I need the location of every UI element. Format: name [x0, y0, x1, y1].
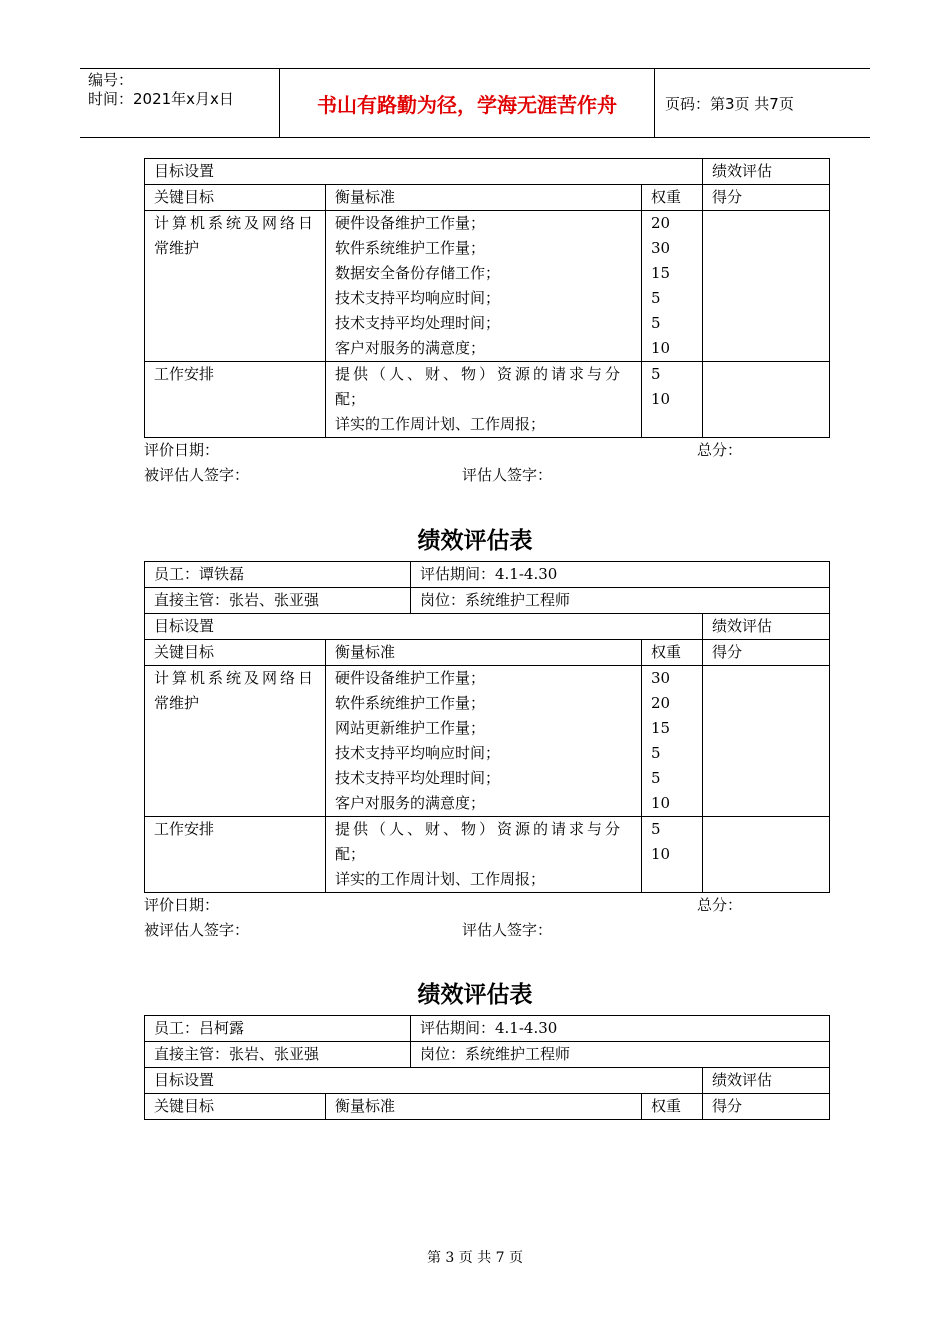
standard-item: 提供（人、财、物）资源的请求与分 — [335, 820, 624, 838]
standard-item: 软件系统维护工作量； — [335, 239, 486, 257]
score-header: 得分 — [703, 1094, 830, 1120]
standard-item: 配； — [335, 845, 366, 863]
score-cell — [703, 817, 830, 893]
table-row — [145, 817, 830, 893]
position-field: 岗位：系统维护工程师 — [411, 588, 830, 614]
weight-value: 5 — [651, 744, 661, 762]
form-title: 绩效评估表 — [417, 527, 533, 554]
key-goal-header: 关键目标 — [145, 1094, 326, 1120]
standard-header: 衡量标准 — [326, 1094, 642, 1120]
goal-setting-header: 目标设置 — [145, 1068, 703, 1094]
standard-item: 技术支持平均处理时间； — [335, 314, 501, 332]
evaluatee-sign-label: 被评估人签字： — [144, 466, 250, 484]
standard-cell — [326, 362, 642, 438]
weight-value: 5 — [651, 769, 661, 787]
standard-item: 技术支持平均处理时间； — [335, 769, 501, 787]
standard-item: 详实的工作周计划、工作周报； — [335, 415, 546, 433]
period-field: 评估期间：4.1-4.30 — [411, 562, 830, 588]
employee-field: 员工：谭铁磊 — [145, 562, 411, 588]
goal-text: 计算机系统及网络日 — [154, 669, 317, 687]
table-row — [145, 362, 830, 438]
eval-date-label: 评价日期： — [144, 441, 220, 459]
document-header — [80, 68, 870, 138]
key-goal-cell: 工作安排 — [145, 362, 326, 438]
key-goal-cell — [145, 666, 326, 817]
standard-item: 硬件设备维护工作量； — [335, 214, 486, 232]
standard-item: 提供（人、财、物）资源的请求与分 — [335, 365, 624, 383]
standard-item: 详实的工作周计划、工作周报； — [335, 870, 546, 888]
weight-header: 权重 — [642, 185, 703, 211]
header-page-label: 页码：第3页 共7页 — [665, 94, 794, 113]
standard-header: 衡量标准 — [326, 640, 642, 666]
position-field: 岗位：系统维护工程师 — [411, 1042, 830, 1068]
standard-item: 技术支持平均响应时间； — [335, 744, 501, 762]
perf-eval-header: 绩效评估 — [703, 1068, 830, 1094]
goal-text: 计算机系统及网络日 — [154, 214, 317, 232]
weight-value: 10 — [651, 390, 671, 408]
info-table-2 — [144, 561, 830, 614]
total-label: 总分： — [697, 896, 743, 914]
key-goal-header: 关键目标 — [145, 640, 326, 666]
weight-header: 权重 — [642, 640, 703, 666]
weight-cell — [642, 666, 703, 817]
goal-text: 常维护 — [154, 694, 200, 712]
standard-item: 硬件设备维护工作量； — [335, 669, 486, 687]
total-label: 总分： — [697, 441, 743, 459]
weight-value: 30 — [651, 239, 671, 257]
employee-field: 员工：吕柯露 — [145, 1016, 411, 1042]
score-header: 得分 — [703, 185, 830, 211]
eval-footer — [144, 893, 829, 943]
header-motto: 书山有路勤为径，学海无涯苦作舟 — [280, 69, 655, 137]
score-cell — [703, 362, 830, 438]
eval-table-2 — [144, 613, 830, 893]
score-cell — [703, 211, 830, 362]
standard-item: 技术支持平均响应时间； — [335, 289, 501, 307]
eval-block-3 — [144, 1015, 829, 1120]
standard-item: 客户对服务的满意度； — [335, 339, 486, 357]
weight-value: 20 — [651, 214, 671, 232]
period-field: 评估期间：4.1-4.30 — [411, 1016, 830, 1042]
standard-item: 数据安全备份存储工作； — [335, 264, 501, 282]
score-header: 得分 — [703, 640, 830, 666]
goal-setting-header: 目标设置 — [145, 159, 703, 185]
weight-value: 5 — [651, 820, 661, 838]
key-goal-cell — [145, 211, 326, 362]
weight-cell — [642, 362, 703, 438]
standard-cell — [326, 666, 642, 817]
evaluator-sign-label: 评估人签字： — [462, 921, 553, 939]
time-label: 时间：2021年x月x日 — [88, 90, 234, 108]
supervisor-field: 直接主管：张岩、张亚强 — [145, 588, 411, 614]
weight-value: 5 — [651, 289, 661, 307]
weight-value: 5 — [651, 314, 661, 332]
weight-value: 10 — [651, 339, 671, 357]
weight-cell — [642, 211, 703, 362]
eval-table-3 — [144, 1067, 830, 1120]
eval-table-1 — [144, 158, 830, 438]
standard-item: 客户对服务的满意度； — [335, 794, 486, 812]
weight-value: 10 — [651, 845, 671, 863]
evaluator-sign-label: 评估人签字： — [462, 466, 553, 484]
eval-footer — [144, 438, 829, 488]
weight-value: 30 — [651, 669, 671, 687]
standard-header: 衡量标准 — [326, 185, 642, 211]
weight-value: 20 — [651, 694, 671, 712]
standard-item: 网站更新维护工作量； — [335, 719, 486, 737]
weight-value: 15 — [651, 719, 671, 737]
page-number: 第 3 页 共 7 页 — [426, 1250, 524, 1266]
table-row — [145, 666, 830, 817]
standard-cell — [326, 817, 642, 893]
table-row — [145, 211, 830, 362]
header-meta — [80, 69, 280, 137]
eval-block-2 — [144, 561, 829, 943]
weight-cell — [642, 817, 703, 893]
standard-cell — [326, 211, 642, 362]
weight-header: 权重 — [642, 1094, 703, 1120]
perf-eval-header: 绩效评估 — [703, 614, 830, 640]
weight-value: 15 — [651, 264, 671, 282]
weight-value: 10 — [651, 794, 671, 812]
supervisor-field: 直接主管：张岩、张亚强 — [145, 1042, 411, 1068]
evaluatee-sign-label: 被评估人签字： — [144, 921, 250, 939]
eval-block-1 — [144, 158, 829, 488]
key-goal-header: 关键目标 — [145, 185, 326, 211]
goal-setting-header: 目标设置 — [145, 614, 703, 640]
perf-eval-header: 绩效评估 — [703, 159, 830, 185]
weight-value: 5 — [651, 365, 661, 383]
key-goal-cell: 工作安排 — [145, 817, 326, 893]
info-table-3 — [144, 1015, 830, 1068]
standard-item: 软件系统维护工作量； — [335, 694, 486, 712]
number-label: 编号： — [88, 71, 134, 89]
score-cell — [703, 666, 830, 817]
goal-text: 常维护 — [154, 239, 200, 257]
form-title: 绩效评估表 — [417, 981, 533, 1008]
standard-item: 配； — [335, 390, 366, 408]
eval-date-label: 评价日期： — [144, 896, 220, 914]
